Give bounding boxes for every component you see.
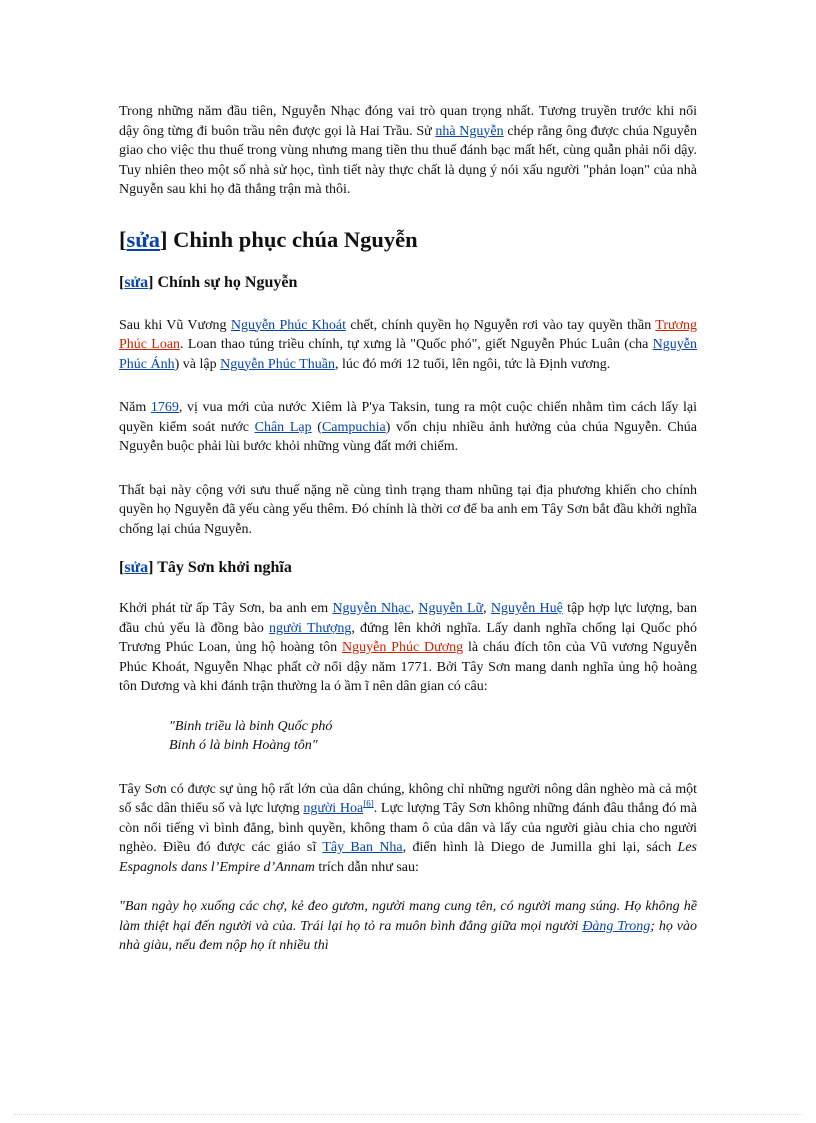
text: chết, chính quyền họ Nguyễn rơi vào tay quyền thần [346,317,656,333]
page-bottom-border [14,1114,802,1115]
edit-link[interactable]: sửa [124,273,149,291]
section-title: Chinh phục chúa Nguyễn [173,226,418,252]
quote-binh-trieu [169,717,697,756]
text: Khởi phát từ ấp Tây Sơn, ba anh em [119,601,333,616]
text: là cháu đích tôn của Vũ vương Nguyễn Phúc Khoát, Nguyễn Nhạc phất cờ nổi dậy năm 1771. Bởi Tây Sơn mang danh nghĩa ủng hộ hoàng tôn Dương và khi đánh trận thường la ó ầm ĩ nên dân gian có câu: [119,640,697,694]
quote-line: "Binh triều là binh Quốc phó [169,718,333,734]
text: chép rằng ông được chúa Nguyễn giao cho việc thu thuế trong vùng nhưng mang tiền thu thuế đánh bạc mất hết, cùng quẫn phải nổi dậy. Tuy nhiên theo một số nhà sử học, tình tiết này thực chất là dụng ý nói xấu người "phản loạn" của nhà Nguyễn sau khi họ đã thắng trận mà thôi. [119,123,697,197]
link-nguyen-phuc-thuan[interactable]: Nguyễn Phúc Thuần [220,356,335,372]
reference-6[interactable]: [6] [363,798,374,809]
paragraph-chinh-su [119,316,697,375]
paragraph-nam-1769 [119,398,697,457]
text: , điển hình là Diego de Jumilla ghi lại, sách [402,840,678,855]
quote-line: Binh ó là binh Hoàng tôn" [169,738,318,753]
text: ) vốn chịu nhiều ảnh hưởng của chúa Nguyễn. Chúa Nguyễn buộc phải lùi bước khỏi những vùng đất mới chiếm. [119,419,697,454]
link-campuchia[interactable]: Campuchia [321,419,386,435]
book-title: Les Espagnols dans l’Empire d’Annam [119,840,697,875]
link-nguoi-thuong[interactable]: người Thượng [269,620,352,636]
link-tay-ban-nha[interactable]: Tây Ban Nha [322,840,403,855]
subsection-title: Chính sự họ Nguyễn [157,273,298,291]
text: ( [311,419,322,435]
link-nguyen-lu[interactable]: Nguyễn Lữ [418,601,484,616]
paragraph-intro [119,102,697,200]
link-truong-phuc-loan[interactable]: Trương Phúc Loan [119,317,697,352]
paragraph-ung-ho [119,780,697,878]
link-nguoi-hoa[interactable]: người Hoa [303,801,364,816]
subsection-heading-chinh-su: [sửa] Chính sự họ Nguyễn [119,273,298,291]
text: trích dẫn như sau: [314,859,419,875]
quote-ban-ngay [119,897,697,956]
edit-link[interactable]: sửa [126,226,161,252]
edit-link[interactable]: sửa [124,559,149,576]
link-chan-lap[interactable]: Chân Lạp [254,419,312,435]
text: Sau khi Vũ Vương [119,317,231,333]
link-nguyen-phuc-anh[interactable]: Nguyễn Phúc Ánh [119,337,697,372]
paragraph-that-bai [119,481,697,540]
text: , vị vua mới của nước Xiêm là P'ya Taksin, tung ra một cuộc chiến nhằm tìm cách lấy lại quyền kiểm soát nước [119,400,697,435]
section-heading-chinh-phuc: [sửa] Chinh phục chúa Nguyễn [119,226,418,252]
text: Thất bại này cộng với sưu thuế nặng nề cùng tình trạng tham nhũng tại địa phương khiến cho chính quyền họ Nguyễn đã yếu càng yếu thêm. Đó chính là thời cơ để ba anh em Tây Sơn bắt đầu khởi nghĩa chống lại chúa Nguyễn. [119,482,697,537]
link-nguyen-nhac[interactable]: Nguyễn Nhạc [332,601,411,616]
text: , [410,601,419,616]
text: Trong những năm đầu tiên, Nguyễn Nhạc đóng vai trò quan trọng nhất. Tương truyền trước khi nổi dậy ông từng đi buôn trầu nên được gọi là Hai Trầu. Sử [119,104,697,139]
text: ) và lập [174,356,221,372]
link-nha-nguyen[interactable]: nhà Nguyễn [435,123,504,139]
paragraph-khoi-phat [119,599,697,697]
text: "Ban ngày họ xuống các chợ, kẻ đeo gươm, người mang cung tên, có người mang súng. Họ không hề làm thiệt hại đến người và của. Trái lại họ tỏ ra muôn bình đẳng giữa mọi người [119,899,697,934]
subsection-heading-tay-son: [sửa] Tây Sơn khởi nghĩa [119,559,292,576]
text: . Loan thao túng triều chính, tự xưng là "Quốc phó", giết Nguyễn Phúc Luân (cha [180,337,653,352]
text: , đứng lên khởi nghĩa. Lấy danh nghĩa chống lại Quốc phó Trương Phúc Loan, ủng hộ hoàng tôn [119,620,698,655]
link-nguyen-hue[interactable]: Nguyễn Huệ [490,601,563,616]
link-nguyen-phuc-khoat[interactable]: Nguyễn Phúc Khoát [230,317,347,333]
text: Năm [119,400,151,415]
link-nguyen-phuc-duong[interactable]: Nguyễn Phúc Dương [342,640,464,655]
link-dang-trong[interactable]: Đàng Trong [582,918,651,934]
text: , lúc đó mới 12 tuổi, lên ngôi, tức là Định vương. [334,356,611,372]
text: ; họ vào nhà giàu, nếu đem nộp họ ít nhiều thì [119,918,697,953]
subsection-title: Tây Sơn khởi nghĩa [157,559,292,576]
document-body [119,102,697,956]
text: tập hợp lực lượng, ban đầu chủ yếu là đồng bào [119,601,698,636]
text: . Lực lượng Tây Sơn không những đánh đâu thắng đó mà còn nổi tiếng vì bình đẳng, bình quyền, không tham ô của dân và lấy của người giàu chia cho người nghèo. Điều đó được các giáo sĩ [119,801,697,855]
text: Tây Sơn có được sự ủng hộ rất lớn của dân chúng, không chỉ những người nông dân nghèo mà cả một số sắc dân thiểu số và lực lượng [119,781,697,816]
link-1769[interactable]: 1769 [150,400,179,415]
text: , [483,601,491,616]
